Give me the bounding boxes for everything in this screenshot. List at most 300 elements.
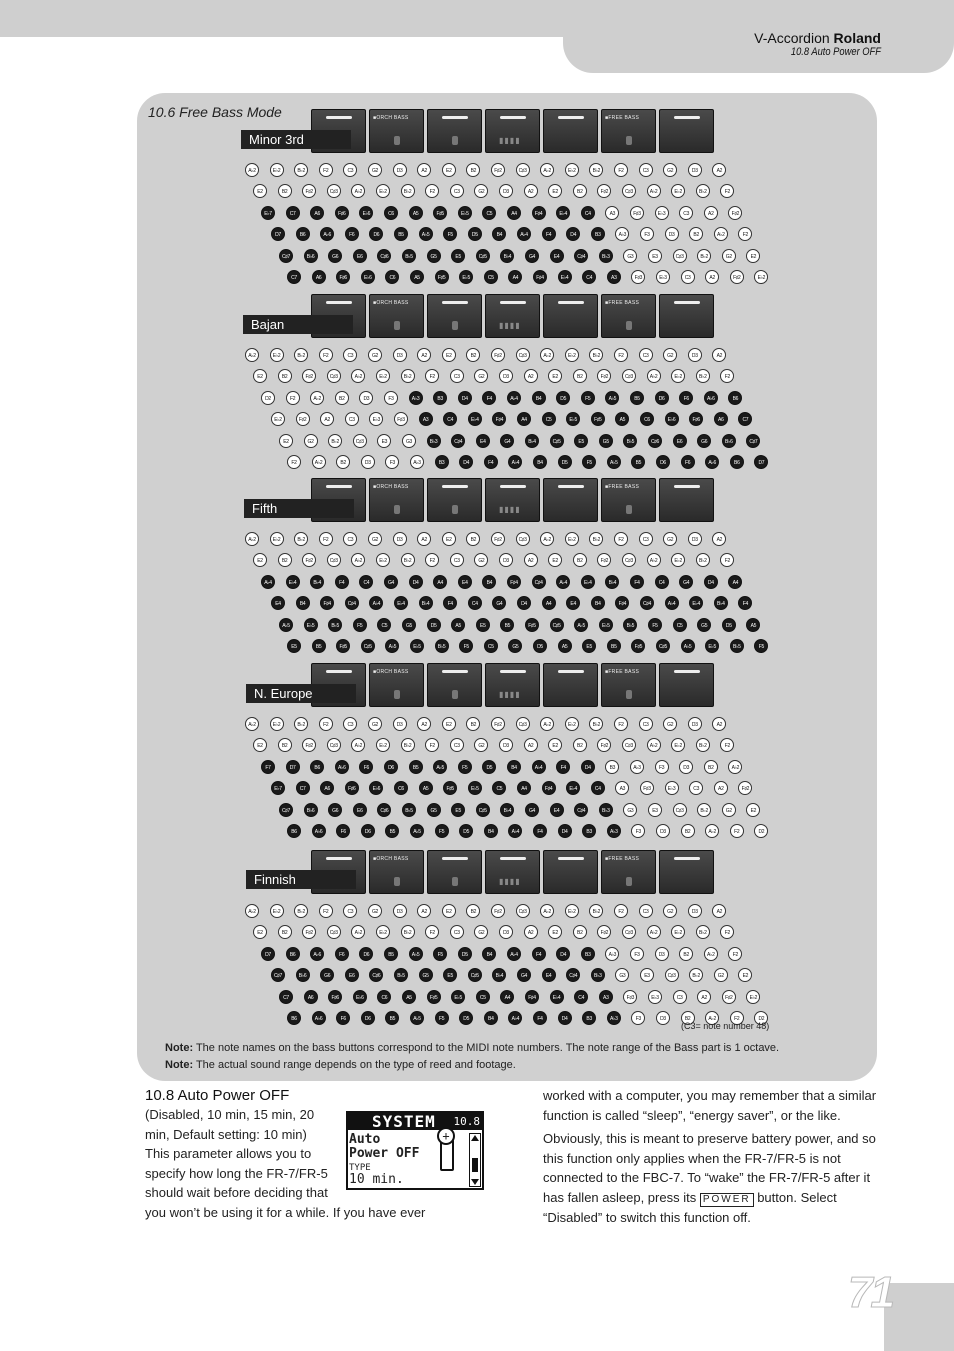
bass-button: C3 xyxy=(343,532,357,546)
bass-button: C7 xyxy=(738,412,752,426)
bass-button: D3 xyxy=(361,455,375,469)
bass-button: B3 xyxy=(591,227,605,241)
bass-button: B♭2 xyxy=(696,184,710,198)
bass-button: B6 xyxy=(728,391,742,405)
knob-icon xyxy=(626,321,632,330)
bass-button: E6 xyxy=(673,434,687,448)
bass-button: E♭2 xyxy=(376,738,390,752)
bass-button: C6 xyxy=(394,781,408,795)
bass-button: C5 xyxy=(484,639,498,653)
bass-button: A♭4 xyxy=(517,227,531,241)
bass-button: F♯4 xyxy=(542,781,556,795)
bass-button: E♭5 xyxy=(410,639,424,653)
knob-icon xyxy=(394,136,400,145)
register-key xyxy=(659,294,714,338)
bass-button: B3 xyxy=(581,947,595,961)
bass-button: F4 xyxy=(556,760,570,774)
bass-button: G2 xyxy=(474,925,488,939)
bass-button: G2 xyxy=(304,434,318,448)
bass-button: F♯3 xyxy=(631,270,645,284)
mode-label: Finnish xyxy=(246,870,356,889)
bass-button: D3 xyxy=(499,369,513,383)
bass-button: E♭2 xyxy=(270,163,284,177)
bass-button: B5 xyxy=(409,760,423,774)
bass-button: F♯2 xyxy=(730,270,744,284)
bass-button: D3 xyxy=(393,163,407,177)
register-key xyxy=(659,109,714,153)
bass-button: C♯3 xyxy=(673,803,687,817)
bass-button: E♭4 xyxy=(689,596,703,610)
bass-button: E2 xyxy=(253,925,267,939)
bass-button: F♯5 xyxy=(435,270,449,284)
knob-icon: ▮▮▮▮ xyxy=(499,690,521,699)
bass-button: F4 xyxy=(532,947,546,961)
bass-button: A♭2 xyxy=(704,947,718,961)
bass-button: A♭4 xyxy=(665,596,679,610)
bass-button: C♯3 xyxy=(622,553,636,567)
bass-button: D4 xyxy=(458,391,472,405)
bass-button: A♭2 xyxy=(540,904,554,918)
bass-button: A4 xyxy=(507,206,521,220)
bass-button: D3 xyxy=(679,760,693,774)
bass-button: A♭2 xyxy=(540,717,554,731)
bass-button: D3 xyxy=(688,532,702,546)
bass-button: A2 xyxy=(417,904,431,918)
bass-button: B6 xyxy=(286,947,300,961)
bass-button: A♭6 xyxy=(312,1011,326,1025)
bass-button: F5 xyxy=(435,1011,449,1025)
bass-button: C♯4 xyxy=(566,968,580,982)
bass-button: F2 xyxy=(425,184,439,198)
bass-button: A2 xyxy=(524,925,538,939)
register-bar xyxy=(326,116,352,119)
bass-button: F♯2 xyxy=(302,738,316,752)
bass-button: G6 xyxy=(328,249,342,263)
bass-button: A5 xyxy=(615,412,629,426)
bass-button: B♭2 xyxy=(697,803,711,817)
bass-button: G2 xyxy=(368,348,382,362)
bass-button: C3 xyxy=(450,369,464,383)
mode-label: N. Europe xyxy=(246,684,356,703)
bass-button: E♭2 xyxy=(565,163,579,177)
bass-button: F2 xyxy=(730,824,744,838)
bass-button: F2 xyxy=(614,717,628,731)
bass-button: C3 xyxy=(689,781,703,795)
bass-button: F♯3 xyxy=(623,990,637,1004)
register-bar xyxy=(558,857,584,860)
page-number: 71 xyxy=(848,1268,893,1317)
bass-button: C3 xyxy=(679,206,693,220)
bass-button: D5 xyxy=(722,618,736,632)
bass-button: E2 xyxy=(548,184,562,198)
bass-button: C♯3 xyxy=(665,968,679,982)
section-title: 10.8 Auto Power OFF xyxy=(790,46,881,58)
bass-button: F2 xyxy=(614,163,628,177)
bass-button: F5 xyxy=(443,227,457,241)
bass-button: G3 xyxy=(402,434,416,448)
register-key-label: ■FREE BASS xyxy=(605,856,640,862)
register-key xyxy=(369,663,424,707)
bass-button: C♯6 xyxy=(648,434,662,448)
bass-button: B2 xyxy=(278,369,292,383)
col2-paragraph-2 xyxy=(543,1129,883,1227)
bass-button: B2 xyxy=(704,760,718,774)
bass-button: F♯5 xyxy=(433,206,447,220)
bass-button: A♭2 xyxy=(245,717,259,731)
register-bar xyxy=(442,301,468,304)
bass-button: E2 xyxy=(442,163,456,177)
bass-button: F2 xyxy=(425,553,439,567)
bass-button: A3 xyxy=(607,270,621,284)
bass-button: E2 xyxy=(746,803,760,817)
bass-button: D2 xyxy=(261,391,275,405)
bass-button: F2 xyxy=(720,553,734,567)
bass-button: E♭2 xyxy=(376,925,390,939)
bass-button: G6 xyxy=(328,803,342,817)
register-bar xyxy=(558,670,584,673)
bass-button: G3 xyxy=(623,249,637,263)
c3-note: (C3= note number 48) xyxy=(681,1021,770,1031)
register-key xyxy=(601,663,656,707)
register-bar xyxy=(500,670,526,673)
register-bar xyxy=(442,857,468,860)
bass-button: A♭5 xyxy=(419,227,433,241)
bass-button: F5 xyxy=(582,455,596,469)
bass-button: C♯3 xyxy=(327,369,341,383)
bass-button: B♭5 xyxy=(402,249,416,263)
register-keys xyxy=(311,663,716,707)
bass-button: B4 xyxy=(532,391,546,405)
bass-button: A♭2 xyxy=(310,391,324,405)
bass-button: G5 xyxy=(508,639,522,653)
bass-button: B4 xyxy=(484,824,498,838)
knob-icon xyxy=(394,505,400,514)
register-key xyxy=(369,109,424,153)
knob-icon xyxy=(626,690,632,699)
bass-button: F♯2 xyxy=(597,925,611,939)
bass-button: E2 xyxy=(738,968,752,982)
bass-button: F6 xyxy=(336,824,350,838)
bass-button: A5 xyxy=(410,270,424,284)
bass-button: B♭2 xyxy=(401,553,415,567)
bass-button: A♭5 xyxy=(574,618,588,632)
bass-button: B♭5 xyxy=(394,968,408,982)
bass-button: A♭4 xyxy=(507,391,521,405)
knob-icon xyxy=(394,877,400,886)
bass-button: D4 xyxy=(704,575,718,589)
col2-p2-b: button. Select “Disabled” to switch this function off. xyxy=(543,1189,837,1225)
bass-button: E2 xyxy=(253,553,267,567)
bass-button: B2 xyxy=(466,163,480,177)
bass-button: E2 xyxy=(442,532,456,546)
bass-button: B2 xyxy=(681,1011,695,1025)
bass-button: A♭2 xyxy=(351,925,365,939)
bass-button: B2 xyxy=(278,925,292,939)
bass-button: E♭2 xyxy=(671,738,685,752)
bass-button: F♯4 xyxy=(615,596,629,610)
bass-button: E♭2 xyxy=(746,990,760,1004)
bass-button: C4 xyxy=(443,412,457,426)
free-bass-panel xyxy=(137,93,877,1081)
bass-button: E♭2 xyxy=(376,369,390,383)
bass-button: B♭2 xyxy=(589,163,603,177)
bass-button: F♯2 xyxy=(491,717,505,731)
bass-button: A5 xyxy=(451,618,465,632)
bass-button: G2 xyxy=(714,968,728,982)
bass-button: F♯4 xyxy=(533,270,547,284)
bass-button: F♯3 xyxy=(640,781,654,795)
bass-button: B3 xyxy=(433,391,447,405)
bass-button: E♭2 xyxy=(754,270,768,284)
bass-button: A♭3 xyxy=(605,947,619,961)
bass-button: B♭3 xyxy=(599,249,613,263)
knob-icon xyxy=(626,136,632,145)
bass-button: C♯5 xyxy=(361,639,375,653)
bass-button: A2 xyxy=(417,348,431,362)
register-key xyxy=(543,109,598,153)
bass-button: F3 xyxy=(640,227,654,241)
bass-button: C♯4 xyxy=(532,575,546,589)
bass-button: C♯7 xyxy=(279,803,293,817)
bass-button: B2 xyxy=(573,184,587,198)
bass-button: C♯3 xyxy=(327,925,341,939)
bass-button: E4 xyxy=(542,968,556,982)
bass-button: E♭2 xyxy=(671,184,685,198)
bass-button: A♭2 xyxy=(540,348,554,362)
bass-button: F5 xyxy=(754,639,768,653)
bass-button: G5 xyxy=(419,968,433,982)
bass-button: B♭2 xyxy=(589,348,603,362)
bass-button: F♯6 xyxy=(689,412,703,426)
knob-icon xyxy=(626,877,632,886)
bass-button: C♯4 xyxy=(574,249,588,263)
bass-button: C3 xyxy=(343,717,357,731)
bass-button: B4 xyxy=(482,947,496,961)
bass-button: B♭2 xyxy=(689,968,703,982)
bass-button: B2 xyxy=(466,532,480,546)
bass-button: G6 xyxy=(320,968,334,982)
bass-button: F6 xyxy=(359,760,373,774)
bass-button: F2 xyxy=(720,925,734,939)
bass-button: A♭5 xyxy=(385,639,399,653)
bass-button: E♭6 xyxy=(353,990,367,1004)
bass-button: F♯2 xyxy=(296,412,310,426)
bass-button: E4 xyxy=(476,434,490,448)
bass-button: E♭5 xyxy=(468,781,482,795)
bass-button: A♭4 xyxy=(508,1011,522,1025)
bass-button: D2 xyxy=(754,1011,768,1025)
bass-button: B5 xyxy=(500,618,514,632)
bass-button: F♯2 xyxy=(302,369,316,383)
bass-button: B6 xyxy=(310,760,324,774)
bass-button: C5 xyxy=(673,618,687,632)
bass-button: F♯6 xyxy=(335,206,349,220)
register-keys xyxy=(311,478,716,522)
bass-button: B♭2 xyxy=(589,532,603,546)
bass-button: E♭2 xyxy=(270,532,284,546)
bass-button: E♭6 xyxy=(369,781,383,795)
bass-button: C♯3 xyxy=(327,553,341,567)
bass-button: F♯5 xyxy=(525,618,539,632)
bass-button: C3 xyxy=(450,184,464,198)
register-bar xyxy=(500,485,526,488)
bass-button: F3 xyxy=(631,824,645,838)
column-2 xyxy=(543,1086,883,1227)
col1-line-2: min, Default setting: 10 min) xyxy=(145,1126,307,1142)
bass-button: F2 xyxy=(730,1011,744,1025)
bass-button: G2 xyxy=(368,904,382,918)
bass-button: B♭3 xyxy=(591,968,605,982)
bass-button: E♭2 xyxy=(271,412,285,426)
lcd-scrollbar xyxy=(469,1133,481,1187)
bass-button: E♭7 xyxy=(271,781,285,795)
register-key-label: ■FREE BASS xyxy=(605,300,640,306)
bass-button: E♭4 xyxy=(566,781,580,795)
bass-button: C♯3 xyxy=(353,434,367,448)
bass-button: E3 xyxy=(648,803,662,817)
bass-button: B2 xyxy=(689,227,703,241)
bass-button: D3 xyxy=(499,553,513,567)
bass-button: C♯3 xyxy=(673,249,687,263)
bass-button: B♭2 xyxy=(328,434,342,448)
bass-button: C3 xyxy=(639,163,653,177)
bass-button: C3 xyxy=(639,717,653,731)
register-key-label: ■FREE BASS xyxy=(605,669,640,675)
bass-button: A♭2 xyxy=(647,925,661,939)
bass-button: F2 xyxy=(614,532,628,546)
knob-icon: ▮▮▮▮ xyxy=(499,136,521,145)
bass-button: A♭6 xyxy=(320,227,334,241)
bass-button: F7 xyxy=(261,760,275,774)
bass-button: C3 xyxy=(343,163,357,177)
bass-button: E♭3 xyxy=(665,781,679,795)
bass-button: G2 xyxy=(663,348,677,362)
bass-button: F♯4 xyxy=(507,575,521,589)
bass-button: G4 xyxy=(517,968,531,982)
bass-button: E3 xyxy=(648,249,662,263)
bass-button: G2 xyxy=(368,163,382,177)
bass-button: F♯2 xyxy=(597,553,611,567)
bass-button: G2 xyxy=(722,249,736,263)
bass-button: E4 xyxy=(271,596,285,610)
bass-button: G2 xyxy=(663,532,677,546)
bass-button: A♭2 xyxy=(647,738,661,752)
knob-icon xyxy=(452,690,458,699)
bass-button: C5 xyxy=(542,412,556,426)
bass-button: A6 xyxy=(714,412,728,426)
bass-button: C♯5 xyxy=(476,249,490,263)
note-2-text: The actual sound range depends on the type of reed and footage. xyxy=(193,1059,516,1071)
bass-mode xyxy=(137,470,877,655)
column-1 xyxy=(145,1105,545,1223)
bass-button: F♯5 xyxy=(591,412,605,426)
bass-button: B♭5 xyxy=(402,803,416,817)
bass-button: F5 xyxy=(648,618,662,632)
bass-button: E♭3 xyxy=(369,412,383,426)
register-bar xyxy=(326,670,352,673)
bass-button: B♭4 xyxy=(525,434,539,448)
bass-button: F♯2 xyxy=(302,184,316,198)
bass-button: E♭3 xyxy=(655,206,669,220)
bass-button: A♭2 xyxy=(728,760,742,774)
bass-button: C3 xyxy=(681,270,695,284)
register-key xyxy=(369,850,424,894)
bass-button: F2 xyxy=(425,738,439,752)
bass-button: F2 xyxy=(614,904,628,918)
bass-button: A4 xyxy=(542,596,556,610)
bass-button: A♭2 xyxy=(312,455,326,469)
lcd-number: 10.8 xyxy=(453,1115,480,1128)
bass-button: E2 xyxy=(442,904,456,918)
bass-button: A3 xyxy=(419,412,433,426)
register-bar xyxy=(558,116,584,119)
bass-button: G2 xyxy=(474,184,488,198)
bass-button: B♭5 xyxy=(623,434,637,448)
bass-button: D3 xyxy=(499,925,513,939)
bass-button: F4 xyxy=(335,575,349,589)
bass-button: A♭5 xyxy=(410,824,424,838)
bass-button: C7 xyxy=(296,781,310,795)
bass-button: E2 xyxy=(442,348,456,362)
bass-button: A4 xyxy=(728,575,742,589)
bass-button: G2 xyxy=(663,904,677,918)
bass-button: A2 xyxy=(712,717,726,731)
bass-button: G3 xyxy=(623,803,637,817)
mode-label: Bajan xyxy=(243,315,353,334)
bass-button: E♭2 xyxy=(270,717,284,731)
bass-button: A♭3 xyxy=(630,760,644,774)
bass-button: E♭4 xyxy=(286,575,300,589)
bass-button: E2 xyxy=(279,434,293,448)
bass-button: F2 xyxy=(319,163,333,177)
bass-button: G2 xyxy=(368,717,382,731)
bass-button: E♭5 xyxy=(599,618,613,632)
bass-button: A4 xyxy=(500,990,514,1004)
bass-button: E♭2 xyxy=(565,717,579,731)
bass-button: C♯5 xyxy=(550,618,564,632)
bass-button: A5 xyxy=(402,990,416,1004)
bass-button: E3 xyxy=(640,968,654,982)
register-keys xyxy=(311,109,716,153)
bass-button: B2 xyxy=(573,738,587,752)
bass-button: D3 xyxy=(688,348,702,362)
bass-button: B2 xyxy=(335,391,349,405)
bass-button: B♭2 xyxy=(696,369,710,383)
register-key xyxy=(659,663,714,707)
bass-button: B2 xyxy=(573,925,587,939)
bass-button: B♭2 xyxy=(401,738,415,752)
register-key xyxy=(543,663,598,707)
bass-button: F4 xyxy=(533,824,547,838)
bass-button: F♯3 xyxy=(630,206,644,220)
bass-button: E3 xyxy=(377,434,391,448)
register-bar xyxy=(500,116,526,119)
bass-button: C♯3 xyxy=(622,738,636,752)
bass-button: F4 xyxy=(630,575,644,589)
bass-button: A♭2 xyxy=(647,369,661,383)
bass-button: D3 xyxy=(393,348,407,362)
bass-button: C6 xyxy=(377,990,391,1004)
register-keys xyxy=(311,294,716,338)
bass-button: A2 xyxy=(524,369,538,383)
bass-button: F2 xyxy=(720,369,734,383)
bass-button: D4 xyxy=(566,227,580,241)
bass-button: F2 xyxy=(319,348,333,362)
bass-button: A♭2 xyxy=(540,163,554,177)
bass-button: F♯2 xyxy=(722,990,736,1004)
bass-button: D3 xyxy=(393,904,407,918)
bass-button: D7 xyxy=(754,455,768,469)
